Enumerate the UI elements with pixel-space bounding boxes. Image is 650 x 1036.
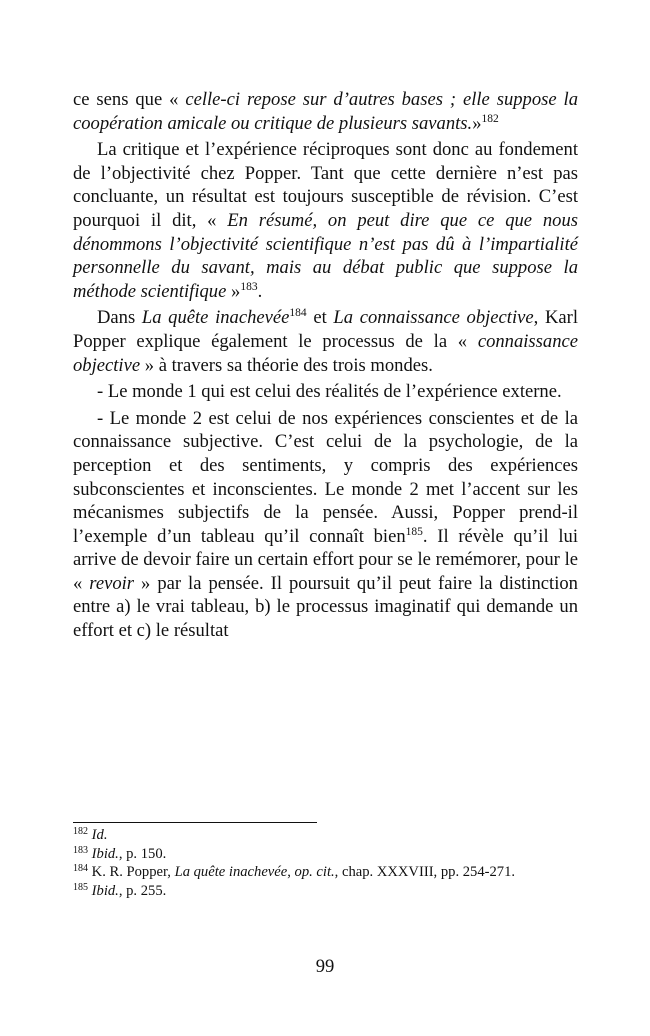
p3-text: Dans: [97, 307, 142, 329]
footnote-number: 184: [73, 863, 88, 874]
page-number: 99: [315, 956, 335, 977]
p5-text: - Le monde 2 est celui de nos expériences conscientes et de la connaissance subjective. C’est celui de la psychologie, de la perception et des sentiments, y compris des expériences subconscientes et inconscientes. Le monde 2 met l’accent sur les mécanismes subjectifs de la pensée. Aussi, Popper prend-il l’exemple d’un tableau qu’il connaît bien: [73, 407, 578, 547]
p3-term: connaissance objective: [73, 330, 578, 376]
p2-text-end: .: [257, 280, 263, 302]
p3-text-4: » à travers sa théorie des trois mondes.: [140, 354, 433, 376]
paragraph-1: [73, 88, 578, 135]
p5-text-2: . Il révèle qu’il lui arrive de devoir faire un certain effort pour se le remémorer, pour le «: [73, 525, 578, 594]
footnote-text-3: , chap. XXXVIII, pp. 254-271.: [334, 864, 516, 880]
footnote-number: 185: [73, 881, 88, 893]
footnote-text: K. R. Popper,: [88, 864, 175, 880]
footnote-book-title: La quête inachevée: [174, 864, 288, 880]
book-title-connaissance: La connaissance objective: [333, 307, 534, 329]
paragraph-3: [73, 306, 578, 377]
footnote-ref-text: Ibid.: [91, 845, 119, 862]
footnote-ref-184: 184: [289, 307, 307, 320]
footnote-184: [73, 863, 578, 882]
footnote-number: 183: [73, 844, 88, 856]
footnote-text-2: ,: [287, 864, 295, 880]
footnote-ref-185: 185: [405, 525, 423, 538]
paragraph-4: - Le monde 1 qui est celui des réalités de l’expérience externe.: [97, 381, 562, 403]
p1-quote: celle-ci repose sur d’autres bases ; elle suppose la coopération amicale ou critique de plusieurs savants.: [73, 89, 578, 134]
footnote-185: [73, 882, 578, 901]
paragraph-2: [73, 138, 578, 303]
p3-text-3: , Karl Popper explique également le processus de la «: [73, 307, 578, 352]
footnote-ref-text: Ibid.: [91, 882, 119, 899]
footnote-ref-text: Id.: [91, 827, 108, 843]
p1-text-end: »: [472, 112, 482, 134]
book-title-quete: La quête inachevée: [141, 307, 290, 329]
footnote-number: 182: [73, 826, 88, 837]
p5-term: revoir: [89, 572, 135, 594]
p1-text: ce sens que «: [73, 89, 186, 110]
footnote-op-cit: op. cit.: [294, 864, 335, 880]
p5-text-3: » par la pensée. Il poursuit qu’il peut faire la distinction entre a) le vrai tableau, b) le processus imaginatif qui demande un effort et c) le résultat: [73, 572, 578, 642]
paragraph-5: [73, 407, 578, 643]
footnote-text: , p. 255.: [118, 882, 167, 899]
footnotes: [73, 826, 578, 900]
footnote-text: , p. 150.: [118, 845, 167, 862]
footnote-ref-182: 182: [481, 112, 499, 125]
footnote-separator: [73, 822, 317, 823]
p3-text-2: et: [306, 307, 334, 329]
footnote-182: [73, 826, 578, 845]
p2-quote: En résumé, on peut dire que ce que nous dénommons l’objectivité scientifique n’est pas dû à l’impartialité personnelle du savant, mais au débat public que suppose la méthode scientifique: [73, 209, 578, 302]
p2-text-close: »: [226, 280, 241, 302]
main-text: [73, 88, 578, 643]
footnote-183: [73, 845, 578, 864]
footnote-ref-183: 183: [240, 280, 258, 293]
p2-text: La critique et l’expérience réciproques sont donc au fondement de l’objectivité chez Popper. Tant que cette dernière n’est pas concluante, un résultat est toujours susceptible de révision. C’est pourquoi il dit, «: [73, 139, 578, 231]
